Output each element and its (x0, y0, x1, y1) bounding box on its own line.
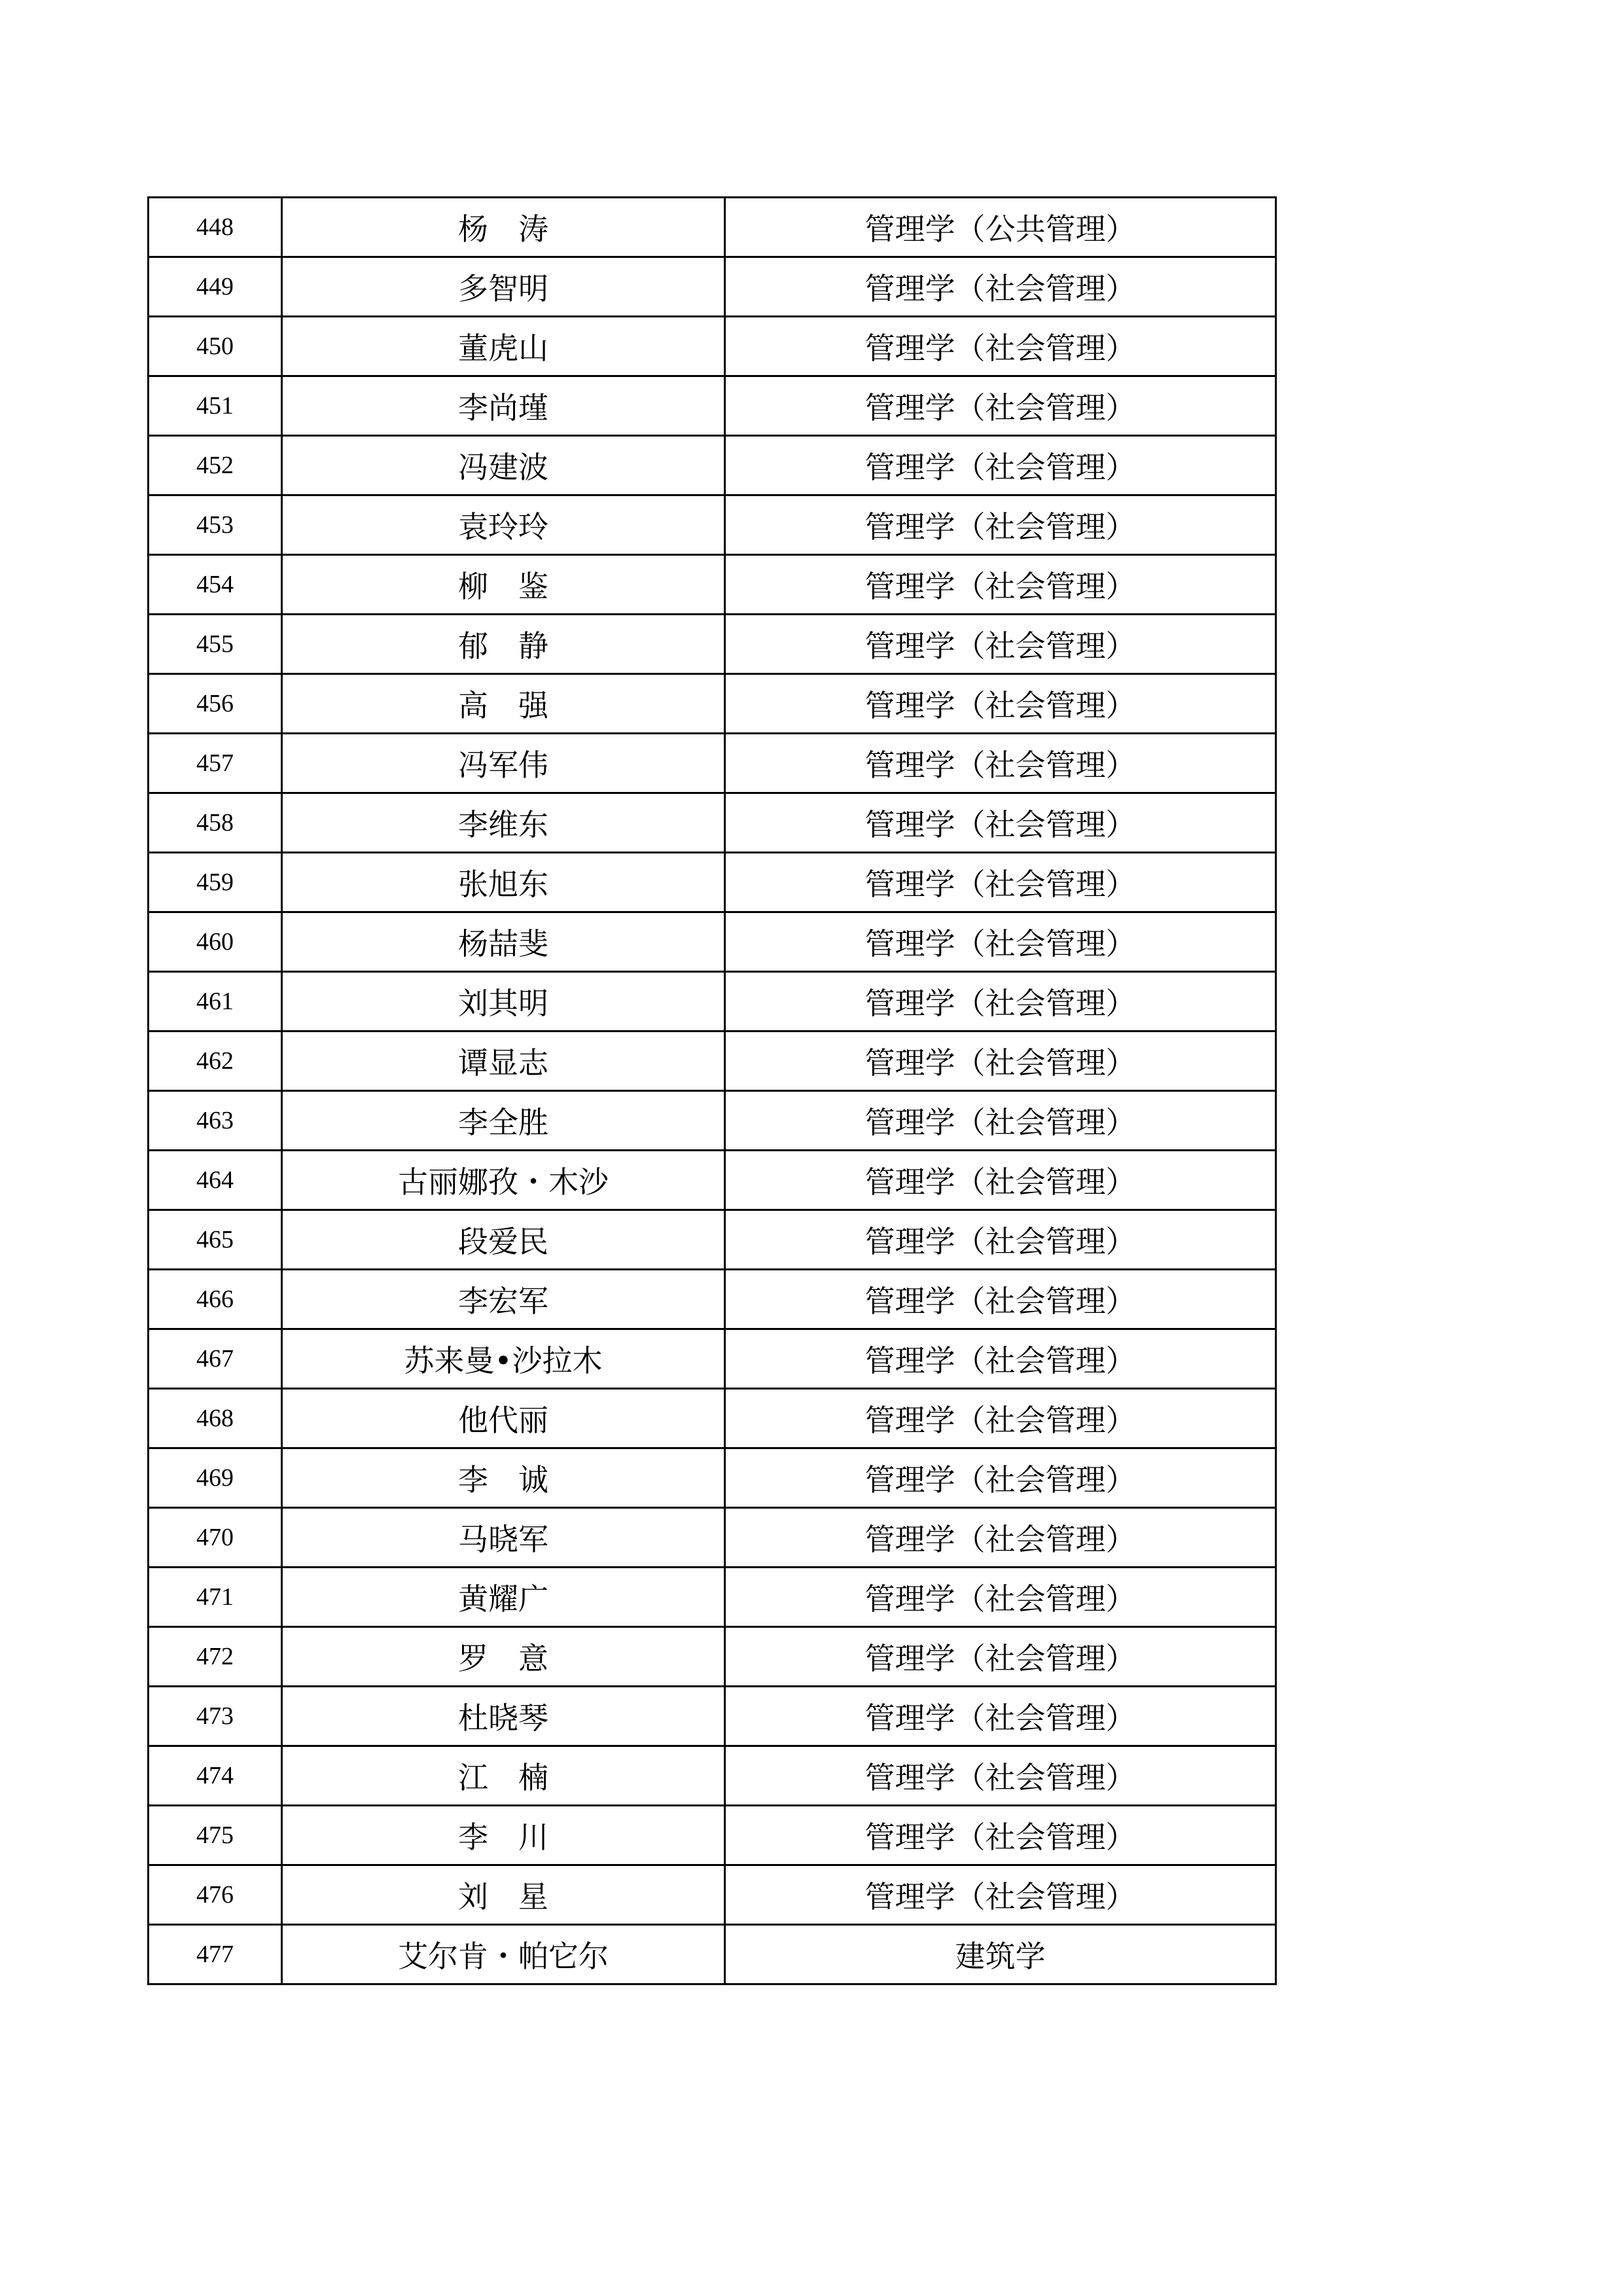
name-cell: 张旭东 (282, 853, 725, 912)
name-cell: 李尚瑾 (282, 376, 725, 436)
name-cell: 杨 涛 (282, 198, 725, 257)
roster-table (147, 196, 1277, 1985)
major-cell: 管理学（社会管理） (725, 1687, 1276, 1746)
major-cell: 管理学（社会管理） (725, 615, 1276, 674)
name-cell: 马晓军 (282, 1508, 725, 1568)
major-cell: 管理学（社会管理） (725, 317, 1276, 376)
table-row (149, 853, 1276, 912)
table-row (149, 734, 1276, 793)
table-row (149, 376, 1276, 436)
roster-table-body (149, 198, 1276, 1984)
row-number-cell: 475 (149, 1806, 282, 1865)
major-cell: 管理学（社会管理） (725, 912, 1276, 972)
major-cell: 管理学（社会管理） (725, 555, 1276, 615)
table-row (149, 615, 1276, 674)
table-row (149, 257, 1276, 317)
table-row (149, 1508, 1276, 1568)
row-number-cell: 456 (149, 674, 282, 734)
major-cell: 管理学（社会管理） (725, 1508, 1276, 1568)
major-cell: 管理学（社会管理） (725, 1031, 1276, 1091)
table-row (149, 1746, 1276, 1806)
major-cell: 管理学（社会管理） (725, 1865, 1276, 1925)
major-cell: 管理学（社会管理） (725, 436, 1276, 495)
table-row (149, 198, 1276, 257)
row-number-cell: 451 (149, 376, 282, 436)
table-row (149, 436, 1276, 495)
table-row (149, 912, 1276, 972)
row-number-cell: 473 (149, 1687, 282, 1746)
name-cell: 冯军伟 (282, 734, 725, 793)
major-cell: 管理学（社会管理） (725, 1151, 1276, 1210)
name-cell: 柳 鉴 (282, 555, 725, 615)
row-number-cell: 466 (149, 1270, 282, 1329)
table-row (149, 1448, 1276, 1508)
row-number-cell: 457 (149, 734, 282, 793)
table-row (149, 1389, 1276, 1448)
row-number-cell: 470 (149, 1508, 282, 1568)
row-number-cell: 474 (149, 1746, 282, 1806)
row-number-cell: 458 (149, 793, 282, 853)
name-cell: 刘 星 (282, 1865, 725, 1925)
row-number-cell: 477 (149, 1925, 282, 1984)
name-cell: 江 楠 (282, 1746, 725, 1806)
major-cell: 管理学（社会管理） (725, 972, 1276, 1031)
table-row (149, 793, 1276, 853)
name-cell: 李 川 (282, 1806, 725, 1865)
name-cell: 袁玲玲 (282, 495, 725, 555)
row-number-cell: 465 (149, 1210, 282, 1270)
major-cell: 管理学（社会管理） (725, 1091, 1276, 1151)
row-number-cell: 472 (149, 1627, 282, 1687)
name-cell: 黄耀广 (282, 1568, 725, 1627)
row-number-cell: 449 (149, 257, 282, 317)
table-row (149, 1031, 1276, 1091)
major-cell: 管理学（社会管理） (725, 1627, 1276, 1687)
name-cell: 杜晓琴 (282, 1687, 725, 1746)
major-cell: 管理学（社会管理） (725, 1448, 1276, 1508)
name-cell: 郁 静 (282, 615, 725, 674)
row-number-cell: 453 (149, 495, 282, 555)
row-number-cell: 455 (149, 615, 282, 674)
name-cell: 段爱民 (282, 1210, 725, 1270)
row-number-cell: 461 (149, 972, 282, 1031)
name-cell: 多智明 (282, 257, 725, 317)
table-row (149, 1329, 1276, 1389)
row-number-cell: 464 (149, 1151, 282, 1210)
name-cell: 古丽娜孜・木沙 (282, 1151, 725, 1210)
major-cell: 管理学（社会管理） (725, 1746, 1276, 1806)
name-cell: 高 强 (282, 674, 725, 734)
table-row (149, 317, 1276, 376)
name-cell: 李 诚 (282, 1448, 725, 1508)
major-cell: 管理学（社会管理） (725, 1806, 1276, 1865)
name-cell: 冯建波 (282, 436, 725, 495)
row-number-cell: 448 (149, 198, 282, 257)
table-row (149, 1687, 1276, 1746)
major-cell: 管理学（社会管理） (725, 853, 1276, 912)
row-number-cell: 476 (149, 1865, 282, 1925)
major-cell: 管理学（公共管理） (725, 198, 1276, 257)
table-row (149, 1091, 1276, 1151)
row-number-cell: 450 (149, 317, 282, 376)
row-number-cell: 454 (149, 555, 282, 615)
name-cell: 董虎山 (282, 317, 725, 376)
name-cell: 谭显志 (282, 1031, 725, 1091)
table-row (149, 1568, 1276, 1627)
major-cell: 建筑学 (725, 1925, 1276, 1984)
major-cell: 管理学（社会管理） (725, 793, 1276, 853)
name-cell: 李全胜 (282, 1091, 725, 1151)
major-cell: 管理学（社会管理） (725, 1210, 1276, 1270)
table-row (149, 495, 1276, 555)
major-cell: 管理学（社会管理） (725, 1389, 1276, 1448)
table-row (149, 972, 1276, 1031)
row-number-cell: 463 (149, 1091, 282, 1151)
major-cell: 管理学（社会管理） (725, 1329, 1276, 1389)
name-cell: 刘其明 (282, 972, 725, 1031)
major-cell: 管理学（社会管理） (725, 1568, 1276, 1627)
row-number-cell: 462 (149, 1031, 282, 1091)
table-row (149, 1806, 1276, 1865)
row-number-cell: 459 (149, 853, 282, 912)
name-cell: 李维东 (282, 793, 725, 853)
name-cell: 罗 意 (282, 1627, 725, 1687)
table-row (149, 1627, 1276, 1687)
row-number-cell: 469 (149, 1448, 282, 1508)
name-cell: 他代丽 (282, 1389, 725, 1448)
table-row (149, 555, 1276, 615)
major-cell: 管理学（社会管理） (725, 257, 1276, 317)
table-row (149, 674, 1276, 734)
major-cell: 管理学（社会管理） (725, 376, 1276, 436)
row-number-cell: 460 (149, 912, 282, 972)
major-cell: 管理学（社会管理） (725, 1270, 1276, 1329)
major-cell: 管理学（社会管理） (725, 674, 1276, 734)
name-cell: 苏来曼•沙拉木 (282, 1329, 725, 1389)
table-row (149, 1270, 1276, 1329)
table-row (149, 1865, 1276, 1925)
row-number-cell: 467 (149, 1329, 282, 1389)
table-row (149, 1151, 1276, 1210)
table-row (149, 1925, 1276, 1984)
table-row (149, 1210, 1276, 1270)
name-cell: 艾尔肯・帕它尔 (282, 1925, 725, 1984)
row-number-cell: 471 (149, 1568, 282, 1627)
major-cell: 管理学（社会管理） (725, 495, 1276, 555)
name-cell: 李宏军 (282, 1270, 725, 1329)
row-number-cell: 452 (149, 436, 282, 495)
name-cell: 杨喆斐 (282, 912, 725, 972)
row-number-cell: 468 (149, 1389, 282, 1448)
major-cell: 管理学（社会管理） (725, 734, 1276, 793)
